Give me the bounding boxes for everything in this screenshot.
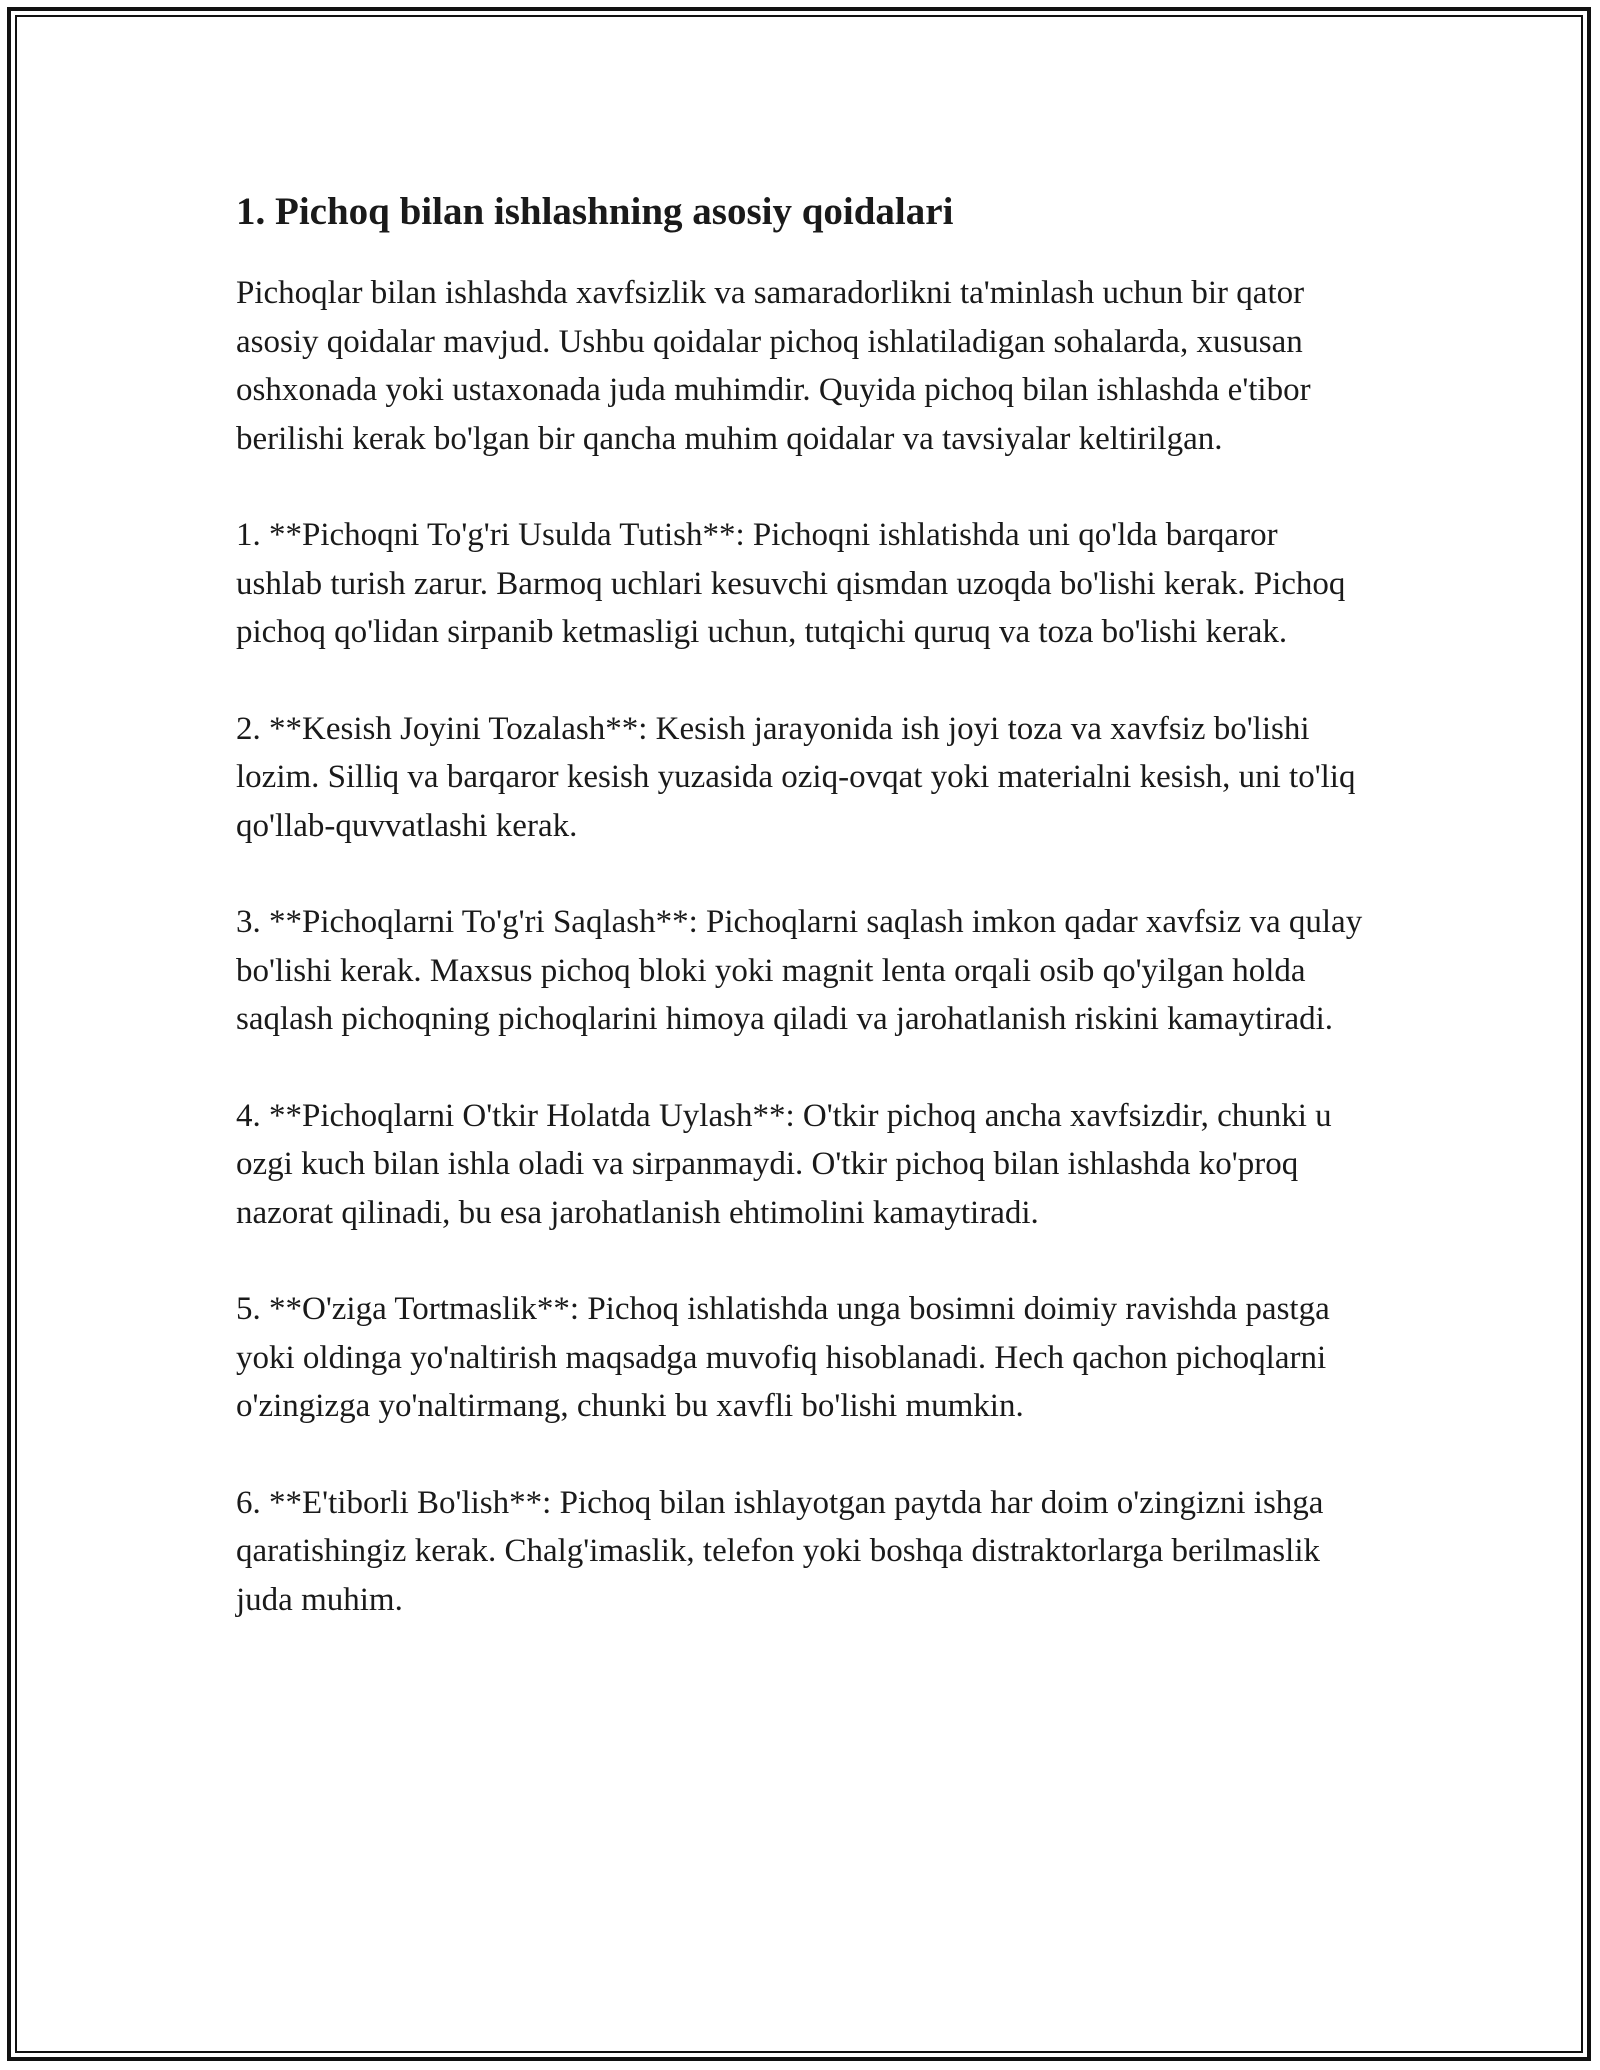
document-body xyxy=(236,185,1366,1672)
rule-paragraph-6: 6. **E'tiborli Bo'lish**: Pichoq bilan ishlayotgan paytda har doim o'zingizni ishga qaratishingiz kerak. Chalg'imaslik, telefon yoki boshqa distraktorlarga berilmaslik juda muhim. xyxy=(236,1484,1324,1618)
rule-paragraph-4: 4. **Pichoqlarni O'tkir Holatda Uylash**: O'tkir pichoq ancha xavfsizdir, chunki u ozgi kuch bilan ishla oladi va sirpanmaydi. O'tkir pichoq bilan ishlashda ko'proq nazorat qilinadi, bu esa jarohatlanish ehtimolini kamaytiradi. xyxy=(236,1097,1332,1231)
intro-paragraph: Pichoqlar bilan ishlashda xavfsizlik va samaradorlikni ta'minlash uchun bir qator asosiy qoidalar mavjud. Ushbu qoidalar pichoq ishlatiladigan sohalarda, xususan oshxonada yoki ustaxonada juda muhimdir. Quyida pichoq bilan ishlashda e'tibor berilishi kerak bo'lgan bir qancha muhim qoidalar va tavsiyalar keltirilgan. xyxy=(236,275,1311,457)
rule-paragraph-5: 5. **O'ziga Tortmaslik**: Pichoq ishlatishda unga bosimni doimiy ravishda pastga yoki oldinga yo'naltirish maqsadga muvofiq hisoblanadi. Hech qachon pichoqlarni o'zingizga yo'naltirmang, chunki bu xavfli bo'lishi mumkin. xyxy=(236,1291,1330,1424)
section-heading: 1. Pichoq bilan ishlashning asosiy qoidalari xyxy=(236,190,954,233)
rule-paragraph-2: 2. **Kesish Joyini Tozalash**: Kesish jarayonida ish joyi toza va xavfsiz bo'lishi lozim. Silliq va barqaror kesish yuzasida oziq-ovqat yoki materialni kesish, uni to'liq qo'llab-quvvatlashi kerak. xyxy=(236,710,1356,844)
rule-paragraph-1: 1. **Pichoqni To'g'ri Usulda Tutish**: Pichoqni ishlatishda uni qo'lda barqaror ushlab turish zarur. Barmoq uchlari kesuvchi qismdan uzoqda bo'lishi kerak. Pichoq pichoq qo'lidan sirpanib ketmasligi uchun, tutqichi quruq va toza bo'lishi kerak. xyxy=(236,517,1346,650)
rule-paragraph-3: 3. **Pichoqlarni To'g'ri Saqlash**: Pichoqlarni saqlash imkon qadar xavfsiz va qulay bo'lishi kerak. Maxsus pichoq bloki yoki magnit lenta orqali osib qo'yilgan holda saqlash pichoqning pichoqlarini himoya qiladi va jarohatlanish riskini kamaytiradi. xyxy=(236,904,1363,1037)
